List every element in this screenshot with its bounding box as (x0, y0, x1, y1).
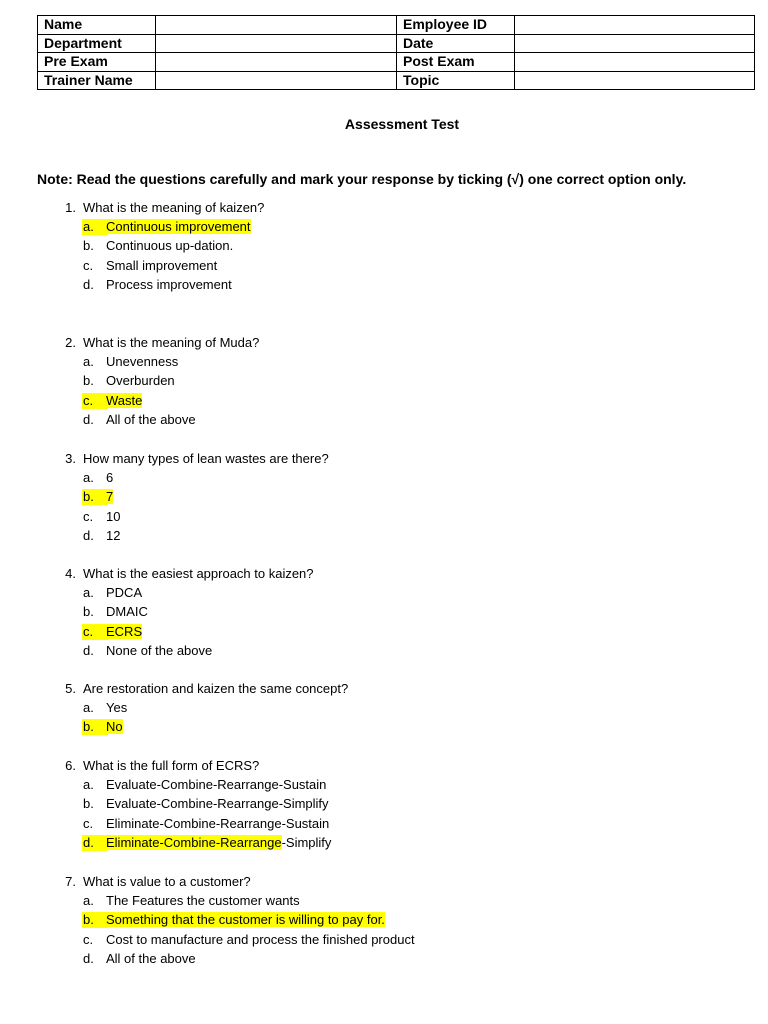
option-letter: c. (83, 508, 94, 524)
option-6-b[interactable] (0, 795, 768, 813)
option-text-main: Continuous improvement (106, 219, 251, 235)
option-2-a[interactable] (0, 353, 768, 371)
question-number: 2. (65, 335, 76, 350)
info-label-cell: Trainer Name (38, 71, 156, 90)
option-letter: d. (83, 276, 94, 292)
info-label-cell: Date (397, 34, 515, 53)
option-5-a[interactable] (0, 699, 768, 717)
option-text (106, 834, 331, 852)
option-letter: a. (83, 354, 94, 370)
option-4-b[interactable] (0, 603, 768, 621)
info-value-cell[interactable] (515, 34, 755, 53)
option-text-main: Eliminate-Combine-Rearrange (106, 834, 282, 850)
option-text (106, 508, 120, 526)
option-letter: a. (83, 219, 94, 235)
option-text (106, 411, 196, 429)
option-text (106, 950, 196, 968)
option-text-main: Unevenness (106, 354, 179, 370)
option-3-b[interactable] (0, 488, 768, 506)
option-2-c[interactable] (0, 392, 768, 410)
option-3-c[interactable] (0, 508, 768, 526)
option-text-main: Yes (106, 700, 128, 716)
option-letter: b. (83, 489, 94, 505)
option-4-c[interactable] (0, 623, 768, 641)
option-letter: d. (83, 834, 94, 850)
instruction-note: Note: Read the questions carefully and mark your response by ticking (√) one correct option only. (37, 171, 687, 187)
option-6-a[interactable] (0, 776, 768, 794)
option-6-c[interactable] (0, 815, 768, 833)
info-value-cell[interactable] (156, 71, 397, 90)
question-number: 4. (65, 566, 76, 581)
option-text (106, 931, 415, 949)
option-letter: a. (83, 470, 94, 486)
option-letter: a. (83, 893, 94, 909)
option-letter: c. (83, 392, 94, 408)
page-title: Assessment Test (344, 116, 460, 132)
option-2-b[interactable] (0, 372, 768, 390)
option-7-d[interactable] (0, 950, 768, 968)
option-text (106, 469, 113, 487)
option-text (106, 392, 142, 410)
info-table-row (38, 34, 755, 53)
option-letter: c. (83, 623, 94, 639)
option-letter: d. (83, 411, 94, 427)
option-text (106, 699, 127, 717)
option-6-d[interactable] (0, 834, 768, 852)
option-text (106, 527, 120, 545)
option-text-main: No (106, 719, 123, 735)
question-text: What is the meaning of kaizen? (83, 200, 265, 215)
option-text (106, 218, 251, 236)
question-text: How many types of lean wastes are there? (83, 451, 329, 466)
option-text-main: Cost to manufacture and process the finished product (106, 931, 415, 947)
option-text (106, 892, 300, 910)
option-letter: b. (83, 604, 94, 620)
info-value-cell[interactable] (156, 53, 397, 72)
option-letter: b. (83, 719, 94, 735)
option-text (106, 795, 329, 813)
info-value-cell[interactable] (156, 34, 397, 53)
option-text (106, 372, 175, 390)
option-text (106, 353, 178, 371)
option-4-d[interactable] (0, 642, 768, 660)
option-text-main: 7 (106, 489, 114, 505)
option-text-main: ECRS (106, 623, 143, 639)
option-text-main: Something that the customer is willing to pay for. (106, 912, 385, 928)
option-1-b[interactable] (0, 237, 768, 255)
option-text-main: Waste (106, 392, 143, 408)
option-text-main: Continuous up-dation. (106, 238, 234, 254)
question-text: What is the easiest approach to kaizen? (83, 566, 314, 581)
option-text-main: The Features the customer wants (106, 893, 300, 909)
option-letter: c. (83, 931, 94, 947)
option-letter: b. (83, 373, 94, 389)
option-text (106, 276, 232, 294)
question-text: What is value to a customer? (83, 874, 251, 889)
option-text-main: PDCA (106, 585, 143, 601)
info-label-cell: Employee ID (397, 16, 515, 35)
option-text-main: 12 (106, 527, 121, 543)
option-text-main: Small improvement (106, 257, 218, 273)
option-letter: c. (83, 257, 94, 273)
option-letter: b. (83, 796, 94, 812)
option-text-main: Evaluate-Combine-Rearrange-Sustain (106, 777, 327, 793)
option-text (106, 623, 142, 641)
option-text-main: None of the above (106, 642, 213, 658)
info-value-cell[interactable] (515, 16, 755, 35)
option-text (106, 237, 233, 255)
info-value-cell[interactable] (156, 16, 397, 35)
question-number: 5. (65, 681, 76, 696)
question-number: 6. (65, 758, 76, 773)
info-label-cell: Post Exam (397, 53, 515, 72)
option-text-rest: -Simplify (281, 834, 332, 850)
option-text (106, 603, 148, 621)
option-3-a[interactable] (0, 469, 768, 487)
option-text-main: All of the above (106, 950, 196, 966)
info-value-cell[interactable] (515, 53, 755, 72)
option-letter: d. (83, 950, 94, 966)
option-letter: a. (83, 700, 94, 716)
option-3-d[interactable] (0, 527, 768, 545)
option-letter: c. (83, 815, 94, 831)
question-text: Are restoration and kaizen the same concept? (83, 681, 349, 696)
option-text-main: 10 (106, 508, 121, 524)
option-text (106, 488, 113, 506)
option-1-a[interactable] (0, 218, 768, 236)
option-text-main: 6 (106, 470, 114, 486)
option-7-b[interactable] (0, 911, 768, 929)
info-table-row (38, 16, 755, 35)
info-value-cell[interactable] (515, 71, 755, 90)
option-5-b[interactable] (0, 718, 768, 736)
question-number: 3. (65, 451, 76, 466)
option-letter: d. (83, 642, 94, 658)
option-text (106, 642, 212, 660)
option-text (106, 911, 385, 929)
option-1-d[interactable] (0, 276, 768, 294)
option-letter: b. (83, 238, 94, 254)
option-letter: b. (83, 912, 94, 928)
option-letter: a. (83, 777, 94, 793)
option-text-main: DMAIC (106, 604, 148, 620)
option-letter: a. (83, 585, 94, 601)
option-text (106, 776, 326, 794)
option-1-c[interactable] (0, 257, 768, 275)
info-table-row (38, 53, 755, 72)
option-2-d[interactable] (0, 411, 768, 429)
option-text (106, 718, 123, 736)
option-text (106, 257, 217, 275)
option-text-main: Evaluate-Combine-Rearrange-Simplify (106, 796, 329, 812)
option-4-a[interactable] (0, 584, 768, 602)
option-text-main: Overburden (106, 373, 175, 389)
option-text-main: Eliminate-Combine-Rearrange-Sustain (106, 815, 330, 831)
employee-info-table (37, 15, 755, 90)
option-letter: d. (83, 527, 94, 543)
option-text (106, 584, 142, 602)
info-label-cell: Topic (397, 71, 515, 90)
option-7-a[interactable] (0, 892, 768, 910)
option-7-c[interactable] (0, 931, 768, 949)
info-label-cell: Pre Exam (38, 53, 156, 72)
info-label-cell: Name (38, 16, 156, 35)
question-text: What is the meaning of Muda? (83, 335, 260, 350)
option-text (106, 815, 329, 833)
question-number: 1. (65, 200, 76, 215)
info-label-cell: Department (38, 34, 156, 53)
question-number: 7. (65, 874, 76, 889)
info-table-row (38, 71, 755, 90)
question-text: What is the full form of ECRS? (83, 758, 260, 773)
option-text-main: All of the above (106, 411, 196, 427)
option-text-main: Process improvement (106, 276, 232, 292)
